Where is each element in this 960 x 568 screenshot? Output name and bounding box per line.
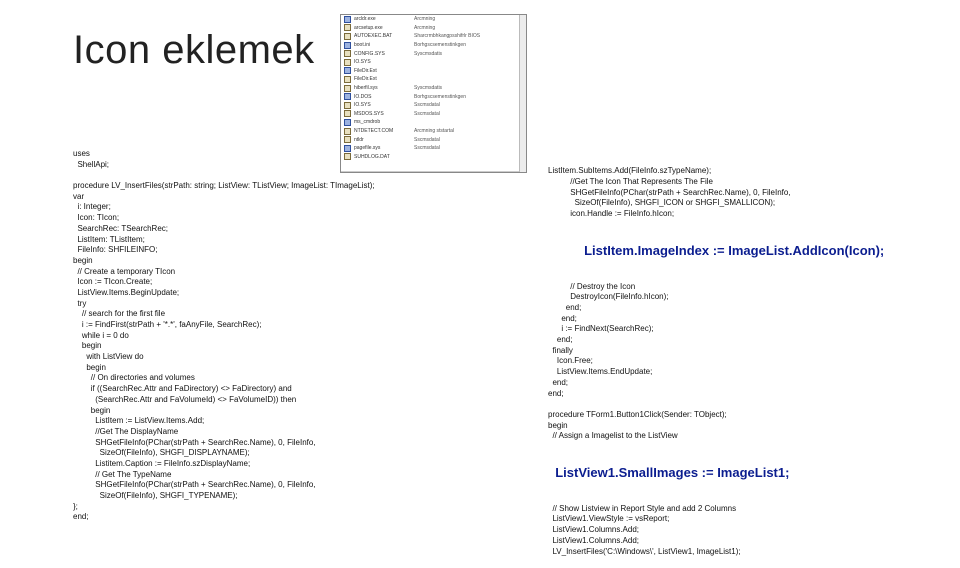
code-line: // Destroy the Icon xyxy=(548,281,636,291)
file-icon xyxy=(344,128,351,135)
code-line: SHGetFileInfo(PChar(strPath + SearchRec.Name), 0, FileInfo, xyxy=(73,480,316,490)
file-icon xyxy=(344,16,351,23)
explorer-file-row[interactable] xyxy=(341,58,526,67)
file-icon xyxy=(344,50,351,57)
code-line: SearchRec: TSearchRec; xyxy=(73,223,169,233)
code-line: end; xyxy=(548,303,582,313)
code-line: // Get The TypeName xyxy=(73,469,172,479)
code-line: begin xyxy=(73,341,102,351)
file-name: ms_cmdrob xyxy=(354,119,381,126)
explorer-file-row[interactable] xyxy=(341,41,526,50)
code-line: ListView.Items.EndUpdate; xyxy=(548,367,653,377)
file-attribute: Borhgscsemenstinkgen xyxy=(414,42,466,49)
code-line: finally xyxy=(548,345,573,355)
code-line: ListView1.Columns.Add; xyxy=(548,535,640,545)
explorer-file-row[interactable] xyxy=(341,127,526,136)
code-line: FileInfo: SHFILEINFO; xyxy=(73,245,158,255)
code-line: // Show Listview in Report Style and add 2 Columns xyxy=(548,503,737,513)
explorer-file-row[interactable] xyxy=(341,101,526,110)
explorer-file-row[interactable] xyxy=(341,84,526,93)
file-name: hiberfil.sys xyxy=(354,85,378,92)
code-line: SizeOf(FileInfo), SHGFI_TYPENAME); xyxy=(73,491,238,500)
explorer-file-row[interactable] xyxy=(341,49,526,58)
file-attribute: Syscmsdatis xyxy=(414,50,443,57)
code-line: Icon.Free; xyxy=(548,356,593,366)
file-name: IO.SYS xyxy=(354,102,371,109)
code-line: }; xyxy=(73,501,78,511)
code-line: try xyxy=(73,298,87,308)
code-line: // Create a temporary TIcon xyxy=(73,266,176,276)
code-line: while i = 0 do xyxy=(73,330,129,340)
code-line: begin xyxy=(73,362,106,372)
code-line: uses xyxy=(73,149,90,158)
code-line: ShellApi; xyxy=(73,159,110,169)
code-line: // Assign a Imagelist to the ListView xyxy=(548,431,678,441)
file-name: CONFIG.SYS xyxy=(354,50,385,57)
file-attribute: Sscmsdatal xyxy=(414,145,440,152)
code-line: ListView1.ViewStyle := vsReport; xyxy=(548,514,670,524)
code-right-part-b xyxy=(548,282,884,442)
file-name: MSDOS.SYS xyxy=(354,110,384,117)
file-icon xyxy=(344,59,351,66)
highlight-image-index-line: ListItem.ImageIndex := ImageList.AddIcon(Icon); xyxy=(548,243,885,259)
code-line: // search for the first file xyxy=(73,309,166,319)
code-line: if ((SearchRec.Attr and FaDirectory) <> FaDirectory) and xyxy=(73,384,292,394)
file-attribute: Arcmning xyxy=(414,16,436,23)
code-line: begin xyxy=(548,420,568,430)
file-icon xyxy=(344,136,351,143)
file-name: SUHDLOG.DAT xyxy=(354,153,390,160)
code-line: begin xyxy=(73,255,93,265)
file-icon xyxy=(344,33,351,40)
code-line: procedure TForm1.Button1Click(Sender: TObject); xyxy=(548,409,727,419)
code-line: //Get The DisplayName xyxy=(73,426,179,436)
explorer-file-row[interactable] xyxy=(341,92,526,101)
file-attribute: Sharcrmbhkangpsshifrlr BIOS xyxy=(414,33,481,40)
code-line: SHGetFileInfo(PChar(strPath + SearchRec.Name), 0, FileInfo, xyxy=(548,187,791,197)
code-line: end; xyxy=(548,388,564,398)
file-icon xyxy=(344,42,351,49)
explorer-scrollbar xyxy=(519,15,526,172)
code-line: // On directories and volumes xyxy=(73,373,195,383)
code-line xyxy=(548,399,884,410)
code-right-part-c xyxy=(548,504,884,557)
code-line: end; xyxy=(548,335,573,345)
code-line: ListItem.SubItems.Add(FileInfo.szTypeName); xyxy=(548,166,712,176)
explorer-file-row[interactable] xyxy=(341,135,526,144)
file-attribute: Sscmsdatal xyxy=(414,102,440,109)
code-block-right xyxy=(548,145,884,568)
file-attribute: Syscmsdatis xyxy=(414,85,443,92)
code-line: i := FindNext(SearchRec); xyxy=(548,324,654,334)
file-icon xyxy=(344,76,351,83)
code-line: ListView1.Columns.Add; xyxy=(548,525,640,535)
highlight-small-images-line: ListView1.SmallImages := ImageList1; xyxy=(548,465,790,481)
code-line: end; xyxy=(548,377,569,387)
file-icon xyxy=(344,85,351,92)
file-name: FileDir.Ext xyxy=(354,76,377,83)
file-attribute: Arcmning xyxy=(414,24,436,31)
slide-title: Icon eklemek xyxy=(73,28,315,72)
explorer-file-row[interactable] xyxy=(341,32,526,41)
file-name: arcsetup.exe xyxy=(354,24,383,31)
file-icon xyxy=(344,67,351,74)
file-icon xyxy=(344,110,351,117)
file-attribute: Sscmsdatal xyxy=(414,110,440,117)
file-name: IO.DOS xyxy=(354,93,372,100)
explorer-file-row[interactable] xyxy=(341,110,526,119)
file-icon xyxy=(344,119,351,126)
code-line: begin xyxy=(73,405,111,415)
file-name: boot.ini xyxy=(354,42,371,49)
code-line: procedure LV_InsertFiles(strPath: string; ListView: TListView; ImageList: TImageList); xyxy=(73,181,375,191)
file-attribute: Borhgscsemenstinkgen xyxy=(414,93,466,100)
code-line: Icon := TIcon.Create; xyxy=(73,277,153,287)
explorer-file-row[interactable] xyxy=(341,15,526,24)
code-line: (SearchRec.Attr and FaVolumeId) <> FaVolumeID)) then xyxy=(73,394,297,404)
explorer-file-row[interactable] xyxy=(341,24,526,33)
code-line: //Get The Icon That Represents The File xyxy=(548,177,713,187)
code-right-part-a xyxy=(548,166,884,219)
code-line: ListItem: TListItem; xyxy=(73,234,145,244)
code-line: icon.Handle := FileInfo.hIcon; xyxy=(548,209,675,219)
file-name: AUTOEXEC.BAT xyxy=(354,33,393,40)
code-line: LV_InsertFiles('C:\Windows\', ListView1, ImageList1); xyxy=(548,546,741,556)
code-line: var xyxy=(73,191,85,201)
code-line: DestroyIcon(FileInfo.hIcon); xyxy=(548,292,669,302)
file-icon xyxy=(344,93,351,100)
file-name: ntldr xyxy=(354,136,364,143)
file-icon xyxy=(344,24,351,31)
code-line: SizeOf(FileInfo), SHGFI_ICON or SHGFI_SMALLICON); xyxy=(548,198,776,208)
code-line xyxy=(73,170,375,181)
code-line: end; xyxy=(548,313,577,323)
code-line: ListView.Items.BeginUpdate; xyxy=(73,287,180,297)
code-line: with ListView do xyxy=(73,352,144,362)
code-line: end; xyxy=(73,512,89,522)
code-line: Icon: TIcon; xyxy=(73,213,120,223)
file-name: pagefile.sys xyxy=(354,145,381,152)
code-line: i := FindFirst(strPath + '*.*', faAnyFile, SearchRec); xyxy=(73,320,262,329)
code-line: i: Integer; xyxy=(73,202,111,212)
explorer-file-row[interactable] xyxy=(341,75,526,84)
code-block-left xyxy=(73,149,375,523)
file-attribute: Arcmning ststartal xyxy=(414,128,455,135)
file-name: FileDir.Ext xyxy=(354,67,377,74)
explorer-file-row[interactable] xyxy=(341,67,526,76)
code-line: SHGetFileInfo(PChar(strPath + SearchRec.Name), 0, FileInfo, xyxy=(73,437,316,447)
file-name: NTDETECT.COM xyxy=(354,128,394,135)
file-name: IO.SYS xyxy=(354,59,371,66)
file-icon xyxy=(344,102,351,109)
code-line: SizeOf(FileInfo), SHGFI_DISPLAYNAME); xyxy=(73,448,250,458)
explorer-file-row[interactable] xyxy=(341,118,526,127)
code-line: Listitem.Caption := FileInfo.szDisplayName; xyxy=(73,458,251,468)
file-name: arcldr.exe xyxy=(354,16,376,23)
file-attribute: Sscmsdatal xyxy=(414,136,440,143)
code-line: ListItem := ListView.Items.Add; xyxy=(73,416,205,426)
